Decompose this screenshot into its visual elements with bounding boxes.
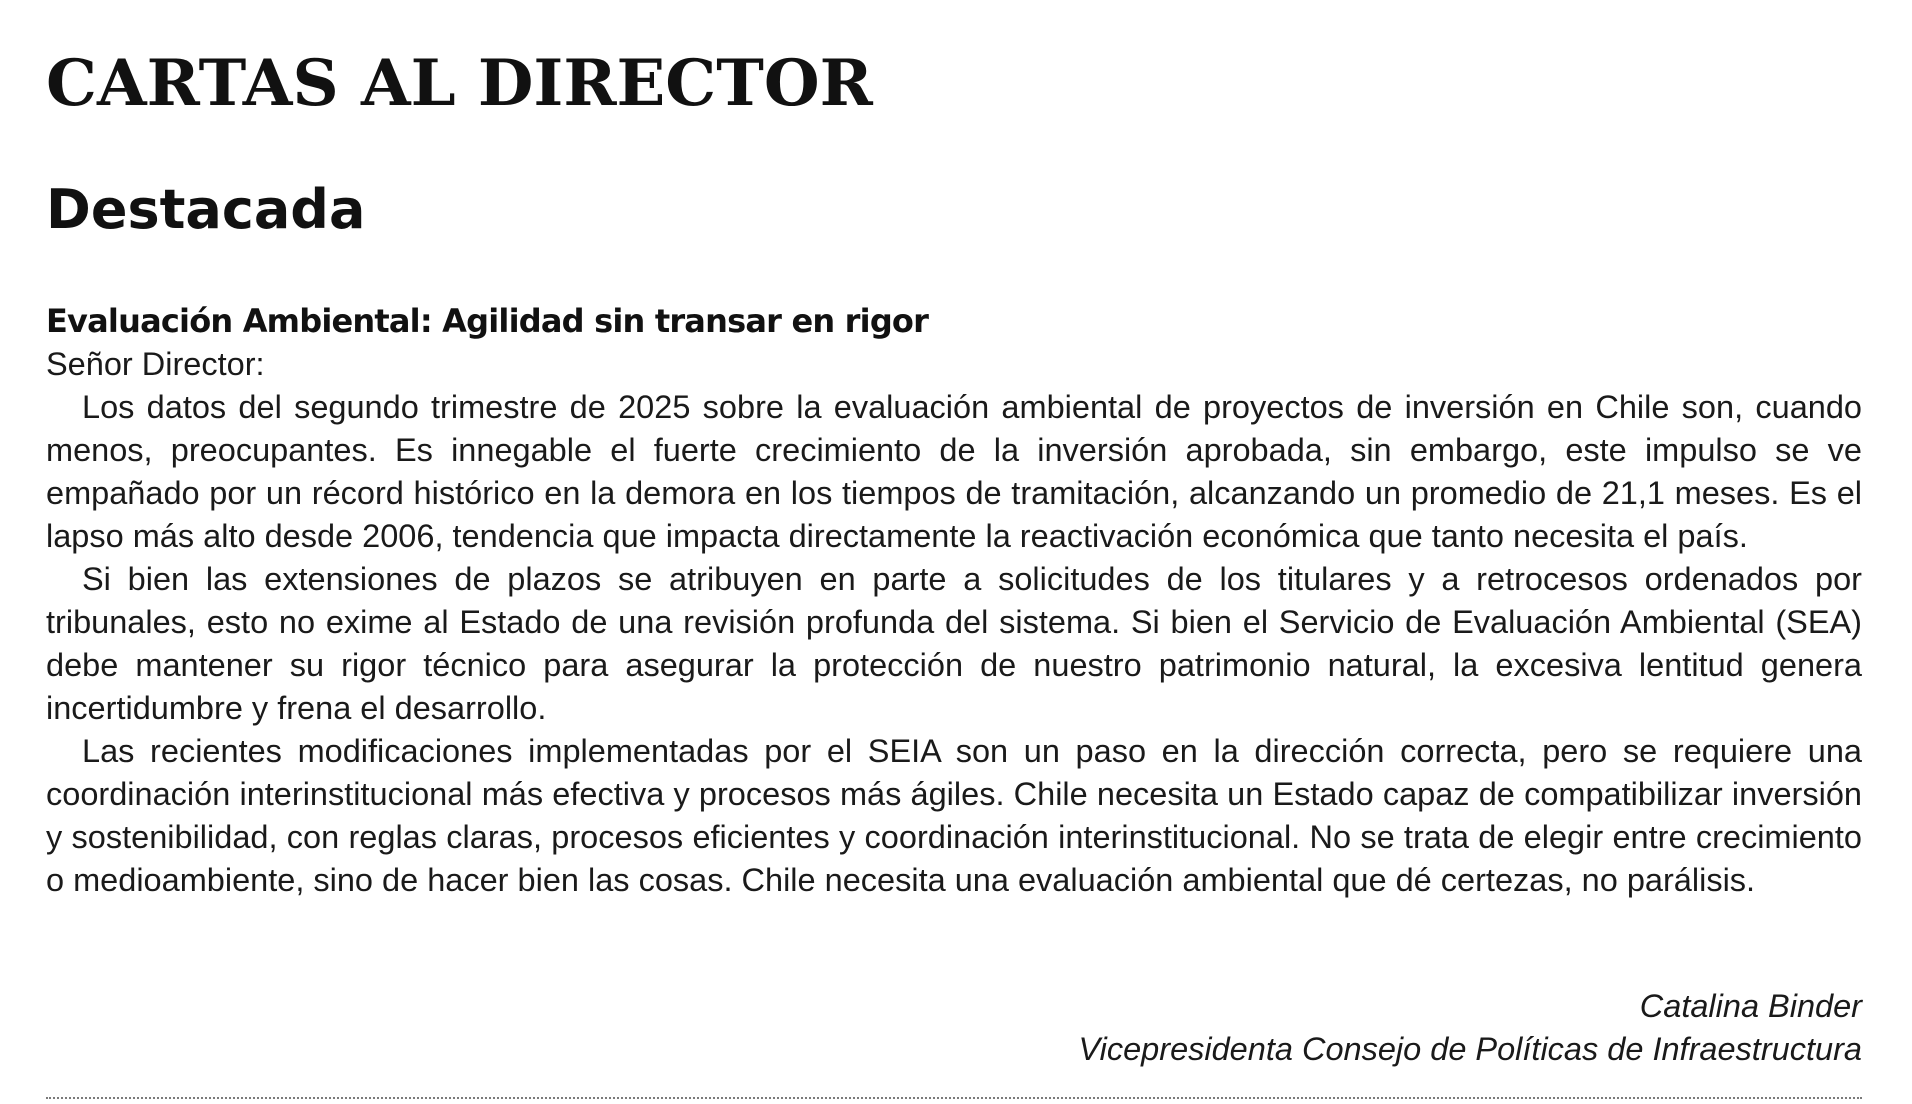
letter-paragraph: Los datos del segundo trimestre de 2025 sobre la evaluación ambiental de proyectos de inversión en Chile son, cuando menos, preocupantes. Es innegable el fuerte crecimiento de la inversión aprobada, sin embargo, este impulso se ve empañado por un récord histórico en la demora en los tiempos de tramitación, alcanzando un promedio de 21,1 meses. Es el lapso más alto desde 2006, tendencia que impacta directamente la reactivación económica que tanto necesita el país. xyxy=(46,389,1862,554)
newspaper-page xyxy=(46,0,1862,1104)
letter-signature xyxy=(46,985,1862,1071)
letter-salutation: Señor Director: xyxy=(46,346,265,382)
subsection-heading: Destacada xyxy=(46,178,366,241)
letter-paragraph: Las recientes modificaciones implementadas por el SEIA son un paso en la dirección correcta, pero se requiere una coordinación interinstitucional más efectiva y procesos más ágiles. Chile necesita un Estado capaz de compatibilizar inversión y sostenibilidad, con reglas claras, procesos eficientes y coordinación interinstitucional. No se trata de elegir entre crecimiento o medioambiente, sino de hacer bien las cosas. Chile necesita una evaluación ambiental que dé certezas, no parálisis. xyxy=(46,733,1862,898)
dotted-divider xyxy=(46,1097,1862,1099)
section-title: CARTAS AL DIRECTOR xyxy=(46,46,873,121)
letter-headline: Evaluación Ambiental: Agilidad sin transar en rigor xyxy=(46,302,929,340)
letter-article xyxy=(46,300,1862,902)
signature-title: Vicepresidenta Consejo de Políticas de Infraestructura xyxy=(1078,1031,1862,1067)
letter-paragraph: Si bien las extensiones de plazos se atribuyen en parte a solicitudes de los titulares y a retrocesos ordenados por tribunales, esto no exime al Estado de una revisión profunda del sistema. Si bien el Servicio de Evaluación Ambiental (SEA) debe mantener su rigor técnico para asegurar la protección de nuestro patrimonio natural, la excesiva lentitud genera incertidumbre y frena el desarrollo. xyxy=(46,561,1862,726)
signature-name: Catalina Binder xyxy=(1639,988,1862,1024)
